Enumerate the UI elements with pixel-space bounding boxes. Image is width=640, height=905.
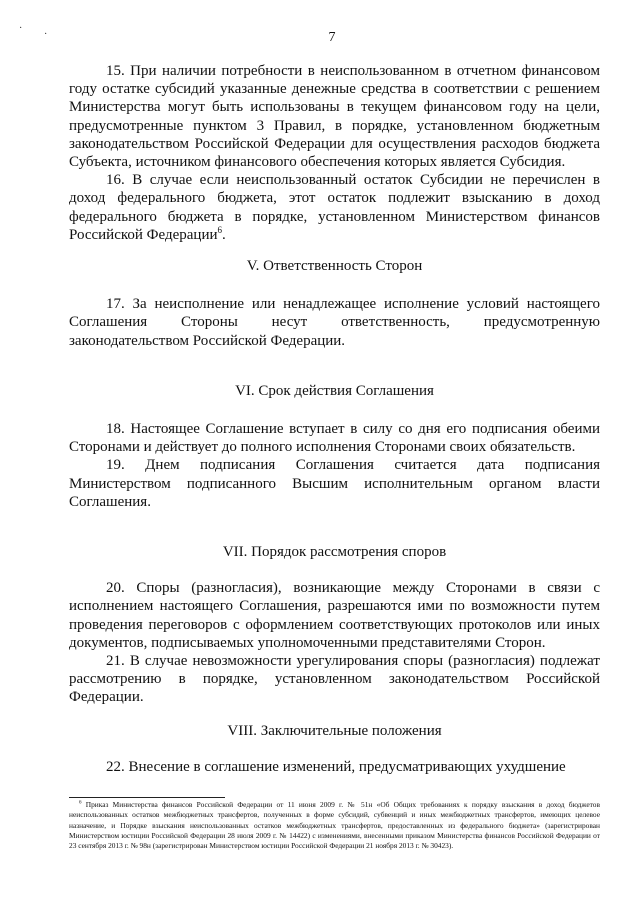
paragraph-22: 22. Внесение в соглашение изменений, предусматривающих ухудшение bbox=[106, 758, 566, 775]
footnote-marker: 6 bbox=[79, 800, 82, 806]
scan-speck: · bbox=[19, 23, 23, 34]
footnote-ref: 6 bbox=[217, 224, 223, 235]
paragraph-16-end: . bbox=[222, 226, 226, 243]
footnote-divider bbox=[69, 797, 225, 798]
paragraph-21: 21. В случае невозможности урегулирования споры (разногласия) подлежат рассмотрению в порядке, установленном законодательством Российской Федерации. bbox=[69, 653, 600, 706]
document-body bbox=[69, 62, 600, 776]
section-heading-7: VII. Порядок рассмотрения споров bbox=[222, 544, 447, 561]
footnote bbox=[69, 800, 600, 851]
paragraph-16-text: 16. В случае если неиспользованный остаток Субсидии не перечислен в доход федерального бюджета, этот остаток подлежит взысканию в доход федерального бюджета в порядке, установленном Министерством финансов Российской Федерации bbox=[69, 172, 600, 243]
paragraph-18: 18. Настоящее Соглашение вступает в силу со дня его подписания обеими Сторонами и действует до полного исполнения Сторонами своих обязательств. bbox=[69, 421, 600, 456]
section-heading-5: V. Ответственность Сторон bbox=[246, 258, 423, 275]
footnote-text: Приказ Министерства финансов Российской Федерации от 11 июня 2009 г. № 51н «Об Общих требованиях к порядку взыскания в доход бюджетов неиспользованных остатков межбюджетных трансфертов, полученных в форме субсидий, субвенций и иных межбюджетных трансфертов, имеющих целевое назначение, и Порядке взыскания неиспользованных остатков межбюджетных трансфертов, предоставленных из федерального бюджета» (зарегистрирован Министерством юстиции Российской Федерации 28 июля 2009 г. № 14422) с изменениями, внесенными приказом Министерства финансов Российской Федерации от 23 сентября 2013 г. № 98н (зарегистрирован Министерством юстиции Российской Федерации 21 ноября 2013 г. № 30423). bbox=[69, 800, 600, 851]
paragraph-16 bbox=[69, 171, 600, 244]
page-number: 7 bbox=[328, 30, 336, 45]
section-heading-8: VIII. Заключительные положения bbox=[227, 722, 442, 739]
scan-speck: · bbox=[44, 29, 48, 40]
section-heading-6: VI. Срок действия Соглашения bbox=[235, 382, 434, 399]
paragraph-19: 19. Днем подписания Соглашения считается дата подписания Министерством подписанного Высшим исполнительным органом власти Соглашения. bbox=[69, 457, 600, 510]
paragraph-20: 20. Споры (разногласия), возникающие между Сторонами в связи с исполнением настоящего Соглашения, разрешаются ими по возможности путем проведения переговоров с оформлением соответствующих протоколов или иных документов, подписываемых уполномоченными представителями Сторон. bbox=[69, 580, 600, 651]
paragraph-15: 15. При наличии потребности в неиспользованном в отчетном финансовом году остатке субсидий указанные денежные средства в соответствии с решением Министерства могут быть использованы в текущем финансовом году на цели, предусмотренные пунктом 3 Правил, в порядке, установленном бюджетным законодательством Российской Федерации для осуществления расходов бюджета Субъекта, источником финансового обеспечения которых является Субсидия. bbox=[69, 63, 600, 171]
paragraph-17: 17. За неисполнение или ненадлежащее исполнение условий настоящего Соглашения Стороны несут ответственность, предусмотренную законодательством Российской Федерации. bbox=[69, 296, 600, 349]
